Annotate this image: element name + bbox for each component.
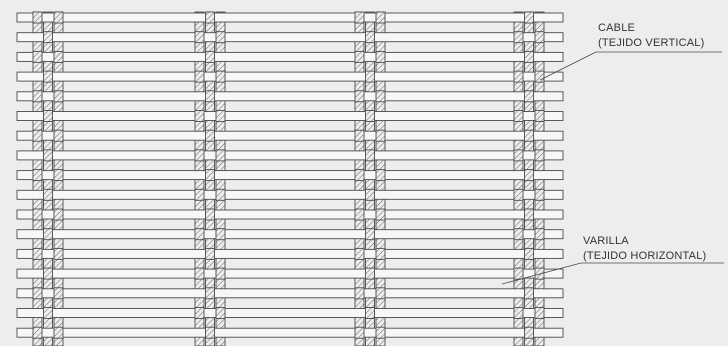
cable-strand-over bbox=[366, 268, 375, 279]
rod bbox=[17, 12, 563, 23]
rod bbox=[17, 288, 563, 299]
rod-body bbox=[17, 72, 563, 81]
cable-strand-over bbox=[44, 229, 53, 240]
cable-strand-over bbox=[355, 248, 364, 259]
cable-strand-over bbox=[525, 209, 534, 220]
rod-body bbox=[17, 92, 563, 101]
cable-strand-over bbox=[54, 248, 63, 259]
rod bbox=[17, 130, 563, 141]
cable-strand-over bbox=[366, 32, 375, 43]
cable-strand-over bbox=[195, 308, 204, 319]
cable-strand-over bbox=[355, 288, 364, 299]
cable-strand-over bbox=[33, 288, 42, 299]
cable-strand-over bbox=[206, 51, 215, 62]
rod-body bbox=[17, 112, 563, 121]
cable-strand-over bbox=[525, 327, 534, 338]
cable-strand-over bbox=[206, 12, 215, 23]
varilla-label-line2: (TEJIDO HORIZONTAL) bbox=[583, 250, 707, 262]
cable-strand-over bbox=[44, 32, 53, 43]
cable-strand-over bbox=[33, 12, 42, 23]
cable-strand-over bbox=[216, 111, 225, 122]
rod bbox=[17, 189, 563, 200]
rod-body bbox=[17, 210, 563, 219]
cable-strand-over bbox=[514, 268, 523, 279]
cable-strand-over bbox=[535, 111, 544, 122]
cable-strand-over bbox=[366, 150, 375, 161]
cable-strand-over bbox=[535, 150, 544, 161]
rods-group bbox=[17, 12, 563, 338]
cable-strand-over bbox=[525, 51, 534, 62]
cable-strand-over bbox=[376, 170, 385, 181]
cable-strand-over bbox=[514, 229, 523, 240]
cable-strand-over bbox=[535, 71, 544, 82]
cable-strand-over bbox=[206, 91, 215, 102]
rod-body bbox=[17, 249, 563, 258]
rod bbox=[17, 170, 563, 181]
cable-strand-over bbox=[206, 248, 215, 259]
cable-strand-over bbox=[366, 111, 375, 122]
cable-strand-over bbox=[206, 130, 215, 141]
cable-strand-over bbox=[366, 229, 375, 240]
cable-strand-over bbox=[355, 130, 364, 141]
cable-label-line2: (TEJIDO VERTICAL) bbox=[598, 37, 705, 49]
cable-strand-over bbox=[525, 288, 534, 299]
cable-label bbox=[598, 21, 705, 51]
cable-strand-over bbox=[366, 308, 375, 319]
cable-strand-over bbox=[195, 189, 204, 200]
rod bbox=[17, 308, 563, 319]
rod-body bbox=[17, 309, 563, 318]
rod bbox=[17, 91, 563, 102]
cable-strand-over bbox=[376, 209, 385, 220]
rod-body bbox=[17, 171, 563, 180]
cable-strand-over bbox=[355, 51, 364, 62]
cable-strand-over bbox=[514, 32, 523, 43]
cable-strand-over bbox=[366, 71, 375, 82]
cable-strand-over bbox=[376, 288, 385, 299]
cable-strand-over bbox=[514, 71, 523, 82]
cable-strand-over bbox=[195, 32, 204, 43]
cable-strand-over bbox=[195, 111, 204, 122]
rod-body bbox=[17, 230, 563, 239]
cable-strand-over bbox=[535, 229, 544, 240]
cable-strand-over bbox=[44, 189, 53, 200]
cable-strand-over bbox=[195, 229, 204, 240]
cable-strand-over bbox=[44, 71, 53, 82]
cable-strand-over bbox=[376, 12, 385, 23]
cable-strand-over bbox=[206, 288, 215, 299]
rod-body bbox=[17, 151, 563, 160]
rod bbox=[17, 71, 563, 82]
cable-strand-over bbox=[355, 170, 364, 181]
cable-strand-over bbox=[535, 32, 544, 43]
cable-strand-over bbox=[514, 189, 523, 200]
cable-strand-over bbox=[216, 308, 225, 319]
cable-strand-over bbox=[54, 288, 63, 299]
cable-strand-over bbox=[33, 130, 42, 141]
cable-label-line1: CABLE bbox=[598, 22, 636, 34]
cable-strand-over bbox=[216, 150, 225, 161]
cable-strand-over bbox=[54, 209, 63, 220]
cable-strand-over bbox=[54, 130, 63, 141]
rod bbox=[17, 32, 563, 43]
cable-strand-over bbox=[195, 150, 204, 161]
cable-strand-over bbox=[535, 189, 544, 200]
varilla-label-line1: VARILLA bbox=[583, 235, 629, 247]
cable-strand-over bbox=[206, 170, 215, 181]
cable-strand-over bbox=[216, 71, 225, 82]
cable-strand-over bbox=[514, 111, 523, 122]
cable-strand-over bbox=[525, 12, 534, 23]
rod-body bbox=[17, 289, 563, 298]
cable-strand-over bbox=[216, 189, 225, 200]
rod bbox=[17, 150, 563, 161]
cable-strand-over bbox=[355, 209, 364, 220]
rod-body bbox=[17, 190, 563, 199]
cable-strand-over bbox=[216, 32, 225, 43]
rod bbox=[17, 209, 563, 220]
cable-strand-over bbox=[355, 91, 364, 102]
cable-strand-over bbox=[514, 308, 523, 319]
cable-strand-over bbox=[33, 91, 42, 102]
cable-strand-over bbox=[376, 91, 385, 102]
cable-strand-over bbox=[33, 327, 42, 338]
varilla-label bbox=[583, 234, 706, 264]
cable-strand-over bbox=[54, 327, 63, 338]
cable-strand-over bbox=[514, 150, 523, 161]
rod bbox=[17, 229, 563, 240]
rod-body bbox=[17, 131, 563, 140]
rod bbox=[17, 51, 563, 62]
rod-body bbox=[17, 328, 563, 337]
cable-strand-over bbox=[366, 189, 375, 200]
cable-strand-over bbox=[44, 150, 53, 161]
cable-strand-over bbox=[44, 268, 53, 279]
rod-body bbox=[17, 269, 563, 278]
rod-body bbox=[17, 33, 563, 42]
cable-strand-over bbox=[33, 170, 42, 181]
cable-strand-over bbox=[206, 209, 215, 220]
cable-strand-over bbox=[376, 327, 385, 338]
cable-strand-over bbox=[54, 91, 63, 102]
cable-strand-over bbox=[355, 327, 364, 338]
cable-strand-over bbox=[54, 12, 63, 23]
rod bbox=[17, 248, 563, 259]
cable-strand-over bbox=[355, 12, 364, 23]
cable-strand-over bbox=[33, 51, 42, 62]
rod bbox=[17, 327, 563, 338]
cable-strand-over bbox=[216, 268, 225, 279]
cable-strand-over bbox=[206, 327, 215, 338]
cable-strand-over bbox=[33, 209, 42, 220]
cable-strand-over bbox=[44, 308, 53, 319]
cable-strand-over bbox=[54, 170, 63, 181]
cable-strand-over bbox=[216, 229, 225, 240]
cable-strand-over bbox=[525, 170, 534, 181]
cable-strand-over bbox=[195, 268, 204, 279]
rod-body bbox=[17, 52, 563, 61]
cable-strand-over bbox=[376, 130, 385, 141]
cable-strand-over bbox=[33, 248, 42, 259]
rod-body bbox=[17, 13, 563, 22]
cable-strand-over bbox=[54, 51, 63, 62]
cable-strand-over bbox=[525, 130, 534, 141]
cable-strand-over bbox=[525, 248, 534, 259]
cable-strand-over bbox=[525, 91, 534, 102]
cable-strand-over bbox=[535, 308, 544, 319]
rod bbox=[17, 111, 563, 122]
cable-strand-over bbox=[195, 71, 204, 82]
cable-strand-over bbox=[44, 111, 53, 122]
rod bbox=[17, 268, 563, 279]
cable-strand-over bbox=[376, 248, 385, 259]
cable-strand-over bbox=[376, 51, 385, 62]
